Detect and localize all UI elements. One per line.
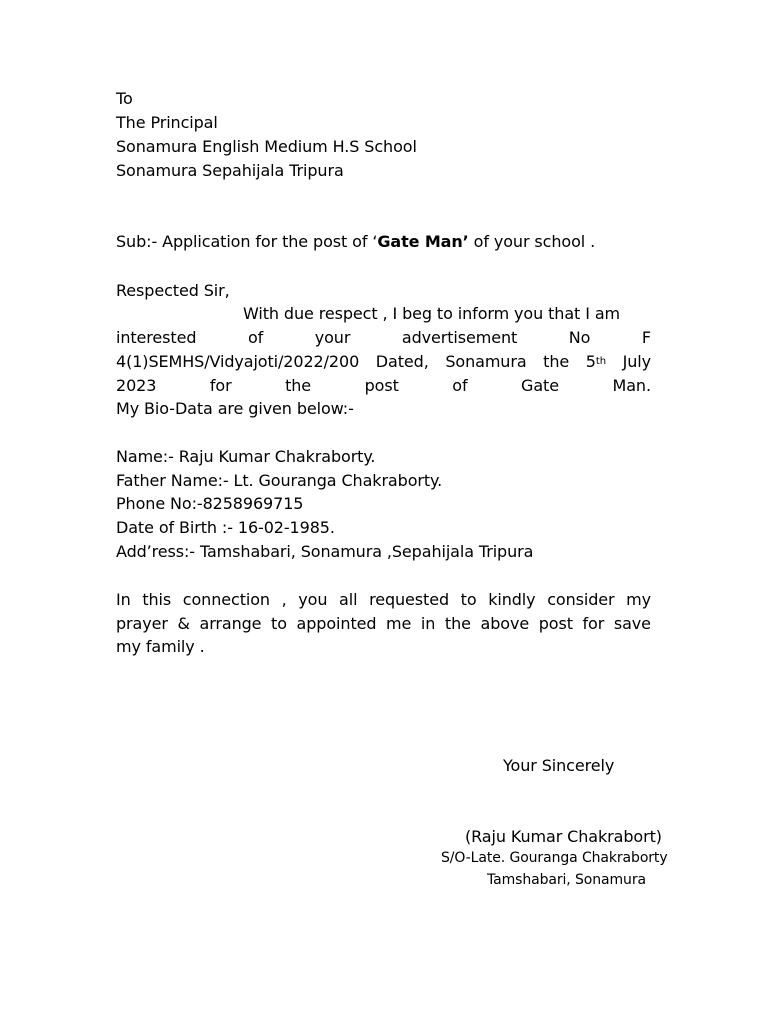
body-word: of bbox=[452, 376, 468, 395]
closing-word: , bbox=[281, 590, 287, 609]
body-word: 2023 bbox=[116, 376, 157, 395]
closing-word: prayer bbox=[116, 614, 168, 633]
closing-word: for bbox=[582, 614, 605, 633]
closing-word: this bbox=[142, 590, 172, 609]
body-word: for bbox=[209, 376, 232, 395]
closing-word: & bbox=[177, 614, 190, 633]
signoff-closing: Your Sincerely bbox=[503, 756, 615, 775]
body-word: your bbox=[314, 328, 351, 347]
address-school: Sonamura English Medium H.S School bbox=[116, 137, 417, 156]
closing-word: above bbox=[480, 614, 530, 633]
body-word: the bbox=[543, 352, 570, 371]
body-word: Man. bbox=[612, 376, 651, 395]
closing-line-2 bbox=[116, 612, 651, 636]
signoff-name: (Raju Kumar Chakrabort) bbox=[465, 827, 662, 846]
closing-word: consider bbox=[547, 590, 615, 609]
subject-post: Gate Man’ bbox=[377, 232, 469, 251]
body-word: F bbox=[641, 328, 651, 347]
body-line-1: With due respect , I beg to inform you that I am bbox=[243, 304, 621, 323]
body-word: advertisement bbox=[401, 328, 518, 347]
biodata-father: Father Name:- Lt. Gouranga Chakraborty. bbox=[116, 471, 443, 490]
date-day bbox=[586, 350, 606, 374]
body-line-4 bbox=[116, 374, 651, 398]
biodata-name: Name:- Raju Kumar Chakraborty. bbox=[116, 447, 376, 466]
biodata-address: Add’ress:- Tamshabari, Sonamura ,Sepahijala Tripura bbox=[116, 542, 534, 561]
closing-word: appointed bbox=[296, 614, 377, 633]
closing-word: to bbox=[460, 590, 477, 609]
body-word: post bbox=[364, 376, 399, 395]
closing-word: in bbox=[420, 614, 436, 633]
body-word: of bbox=[247, 328, 264, 347]
closing-word: to bbox=[271, 614, 287, 633]
signoff-place: Tamshabari, Sonamura bbox=[487, 872, 646, 888]
closing-word: In bbox=[116, 590, 131, 609]
closing-word: requested bbox=[369, 590, 450, 609]
address-place: Sonamura Sepahijala Tripura bbox=[116, 161, 344, 180]
body-word: Gate bbox=[521, 376, 559, 395]
closing-word: my bbox=[626, 590, 651, 609]
closing-line-3: my family . bbox=[116, 637, 205, 656]
subject-line bbox=[116, 230, 595, 254]
body-line-3 bbox=[116, 350, 651, 374]
address-to: To bbox=[116, 89, 133, 108]
body-word: Sonamura bbox=[445, 352, 527, 371]
body-word: No bbox=[568, 328, 591, 347]
subject-suffix: of your school . bbox=[468, 232, 596, 251]
closing-word: all bbox=[339, 590, 358, 609]
closing-word: you bbox=[298, 590, 328, 609]
biodata-dob: Date of Birth :- 16-02-1985. bbox=[116, 518, 335, 537]
advertisement-number: 4(1)SEMHS/Vidyajoti/2022/200 bbox=[116, 352, 360, 371]
signoff-relation: S/O-Late. Gouranga Chakraborty bbox=[441, 850, 668, 866]
closing-word: post bbox=[538, 614, 573, 633]
body-word: Dated, bbox=[375, 352, 429, 371]
address-title: The Principal bbox=[116, 113, 218, 132]
body-word: July bbox=[622, 352, 651, 371]
closing-word: me bbox=[386, 614, 412, 633]
date-day-suffix: th bbox=[595, 356, 606, 367]
closing-word: the bbox=[444, 614, 471, 633]
closing-line-1 bbox=[116, 588, 651, 612]
closing-word: arrange bbox=[199, 614, 262, 633]
closing-word: kindly bbox=[488, 590, 536, 609]
date-day-number: 5 bbox=[585, 352, 596, 371]
body-word: interested bbox=[116, 328, 197, 347]
body-line-2 bbox=[116, 326, 651, 350]
closing-word: connection bbox=[182, 590, 270, 609]
biodata-phone: Phone No:-8258969715 bbox=[116, 494, 304, 513]
body-line-5: My Bio-Data are given below:- bbox=[116, 399, 354, 418]
subject-prefix: Sub:- Application for the post of ‘ bbox=[116, 232, 378, 251]
closing-word: save bbox=[613, 614, 651, 633]
body-word: the bbox=[285, 376, 312, 395]
salutation: Respected Sir, bbox=[116, 281, 230, 300]
